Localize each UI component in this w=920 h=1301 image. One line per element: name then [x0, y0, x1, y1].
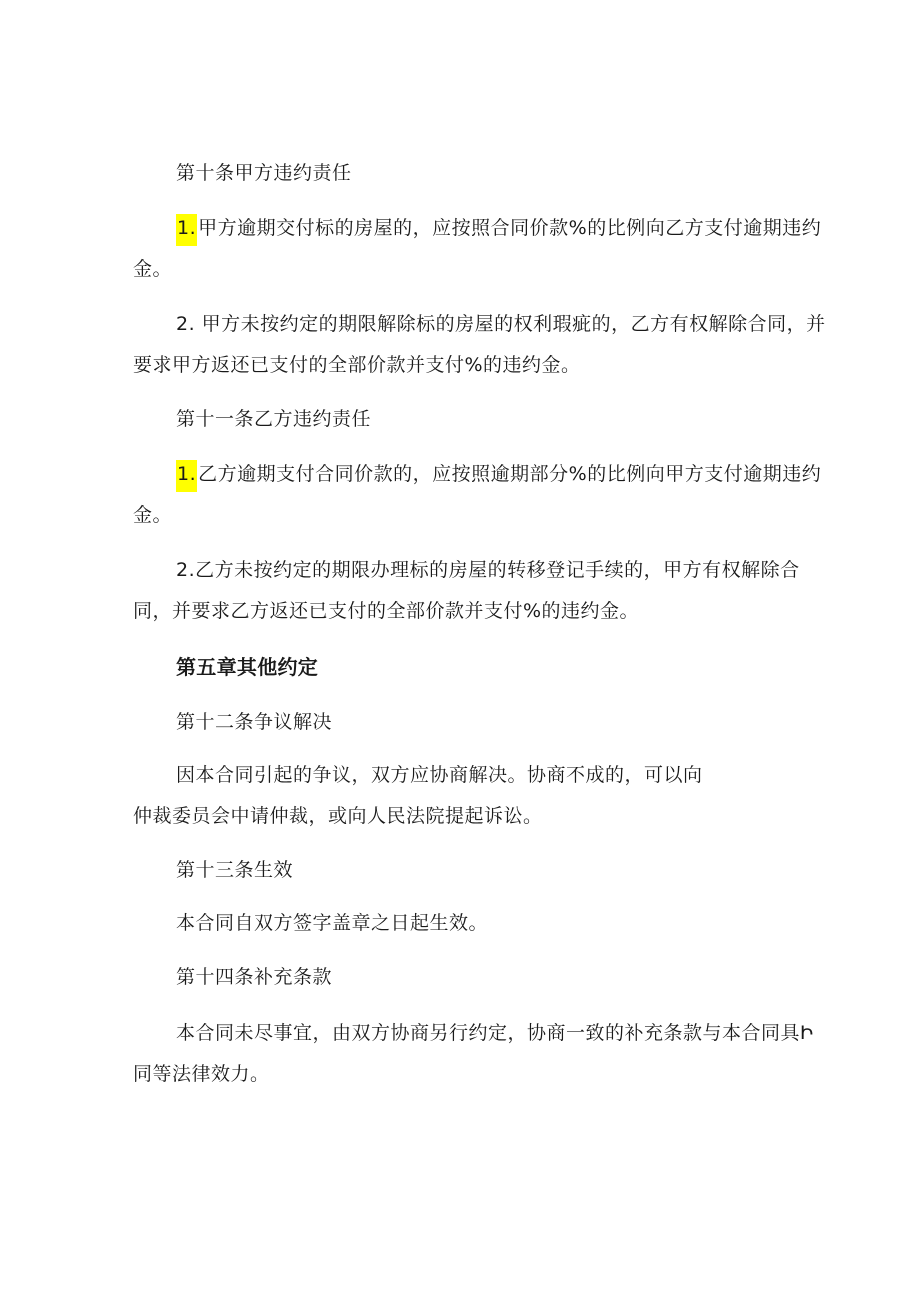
chapter-5-heading: 第五章其他约定 [176, 655, 319, 679]
article-14-title: 第十四条补充条款 [176, 966, 333, 988]
article-14-text: 本合同未尽事宜，由双方协商另行约定，协商一致的补充条款与本合同具Ի [176, 1022, 814, 1044]
article-10-item-1-cont: 金。 [133, 258, 173, 280]
article-11-item-2-cont: 同，并要求乙方返还已支付的全部价款并支付%的违约金。 [133, 600, 640, 622]
article-11-item-1-cont: 金。 [133, 504, 173, 526]
article-11-item-1 [176, 460, 821, 492]
highlight-number: 1. [176, 214, 197, 246]
article-12-title: 第十二条争议解决 [176, 711, 333, 733]
article-11-item-1-text: 乙方逾期支付合同价款的，应按照逾期部分%的比例向甲方支付逾期违约 [198, 463, 822, 485]
article-10-item-1 [176, 214, 821, 246]
article-10-title: 第十条甲方违约责任 [176, 162, 352, 184]
article-12-text: 因本合同引起的争议，双方应协商解决。协商不成的，可以向 [176, 764, 703, 786]
article-10-item-2-cont: 要求甲方返还已支付的全部价款并支付%的违约金。 [133, 354, 581, 376]
article-14-text-cont: 同等法律效力。 [133, 1063, 270, 1085]
article-12-text-cont: 仲裁委员会中请仲裁，或向人民法院提起诉讼。 [133, 805, 543, 827]
article-13-text: 本合同自双方签字盖章之日起生效。 [176, 912, 489, 934]
article-11-title: 第十一条乙方违约责任 [176, 408, 372, 430]
highlight-number: 1. [176, 460, 197, 492]
article-10-item-2: 2. 甲方未按约定的期限解除标的房屋的权利瑕疵的，乙方有权解除合同，并 [176, 313, 826, 335]
article-13-title: 第十三条生效 [176, 859, 294, 881]
article-11-item-2: 2.乙方未按约定的期限办理标的房屋的转移登记手续的，甲方有权解除合 [176, 559, 800, 581]
article-10-item-1-text: 甲方逾期交付标的房屋的，应按照合同价款%的比例向乙方支付逾期违约 [198, 217, 822, 239]
